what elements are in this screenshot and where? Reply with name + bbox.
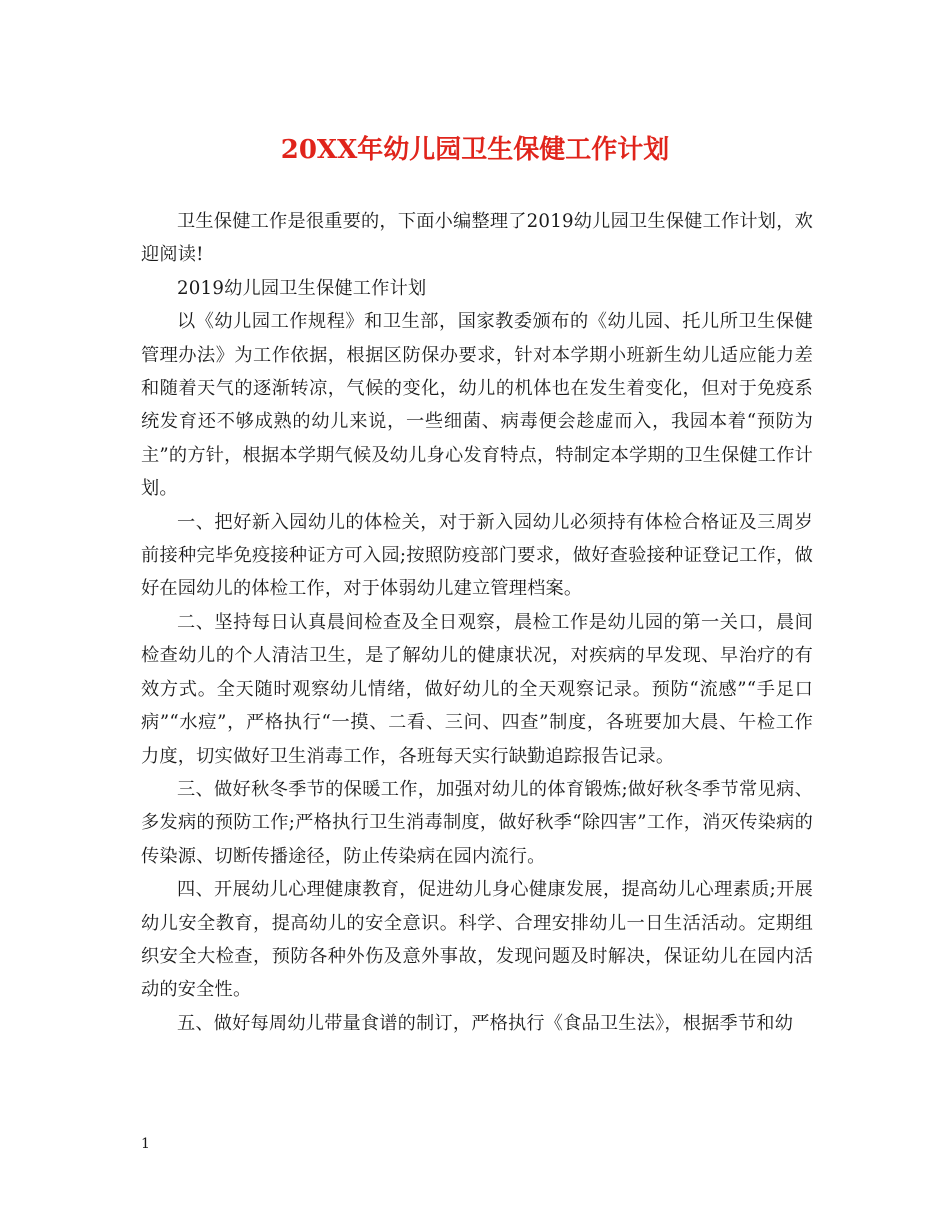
subheading-paragraph: 2019幼儿园卫生保健工作计划 — [177, 277, 427, 299]
section-3-paragraph: 三、做好秋冬季节的保暖工作，加强对幼儿的体育锻炼;做好秋冬季节常见病、多发病的预防工作;严格执行卫生消毒制度，做好秋季“除四害”工作，消灭传染病的传染源、切断传播途径，防止传染病在园内流行。 — [141, 778, 813, 867]
section-4-paragraph: 四、开展幼儿心理健康教育，促进幼儿身心健康发展，提高幼儿心理素质;开展幼儿安全教育，提高幼儿的安全意识。科学、合理安排幼儿一日生活活动。定期组织安全大检查，预防各种外伤及意外事故，发现问题及时解决，保证幼儿在园内活动的安全性。 — [141, 879, 813, 1001]
page-number: 1 — [141, 1136, 150, 1152]
basis-paragraph: 以《幼儿园工作规程》和卫生部，国家教委颁布的《幼儿园、托儿所卫生保健管理办法》为工作依据，根据区防保办要求，针对本学期小班新生幼儿适应能力差和随着天气的逐渐转凉，气候的变化，幼儿的机体也在发生着变化，但对于免疫系统发育还不够成熟的幼儿来说，一些细菌、病毒便会趁虚而入，我园本着“预防为主”的方针，根据本学期气候及幼儿身心发育特点，特制定本学期的卫生保健工作计划。 — [141, 311, 813, 500]
document-body — [141, 205, 813, 1040]
section-2-paragraph: 二、坚持每日认真晨间检查及全日观察，晨检工作是幼儿园的第一关口，晨间检查幼儿的个人清洁卫生，是了解幼儿的健康状况，对疾病的早发现、早治疗的有效方式。全天随时观察幼儿情绪，做好幼儿的全天观察记录。预防“流感”“手足口病”“水痘”，严格执行“一摸、二看、三问、四查”制度，各班要加大晨、午检工作力度，切实做好卫生消毒工作，各班每天实行缺勤追踪报告记录。 — [141, 611, 813, 767]
section-1-paragraph: 一、把好新入园幼儿的体检关，对于新入园幼儿必须持有体检合格证及三周岁前接种完毕免疫接种证方可入园;按照防疫部门要求，做好查验接种证登记工作，做好在园幼儿的体检工作，对于体弱幼儿建立管理档案。 — [141, 511, 813, 600]
section-5-paragraph: 五、做好每周幼儿带量食谱的制订，严格执行《食品卫生法》，根据季节和幼 — [177, 1012, 794, 1034]
intro-paragraph: 卫生保健工作是很重要的，下面小编整理了2019幼儿园卫生保健工作计划，欢迎阅读! — [141, 211, 813, 266]
document-title: 20XX年幼儿园卫生保健工作计划 — [280, 135, 670, 165]
